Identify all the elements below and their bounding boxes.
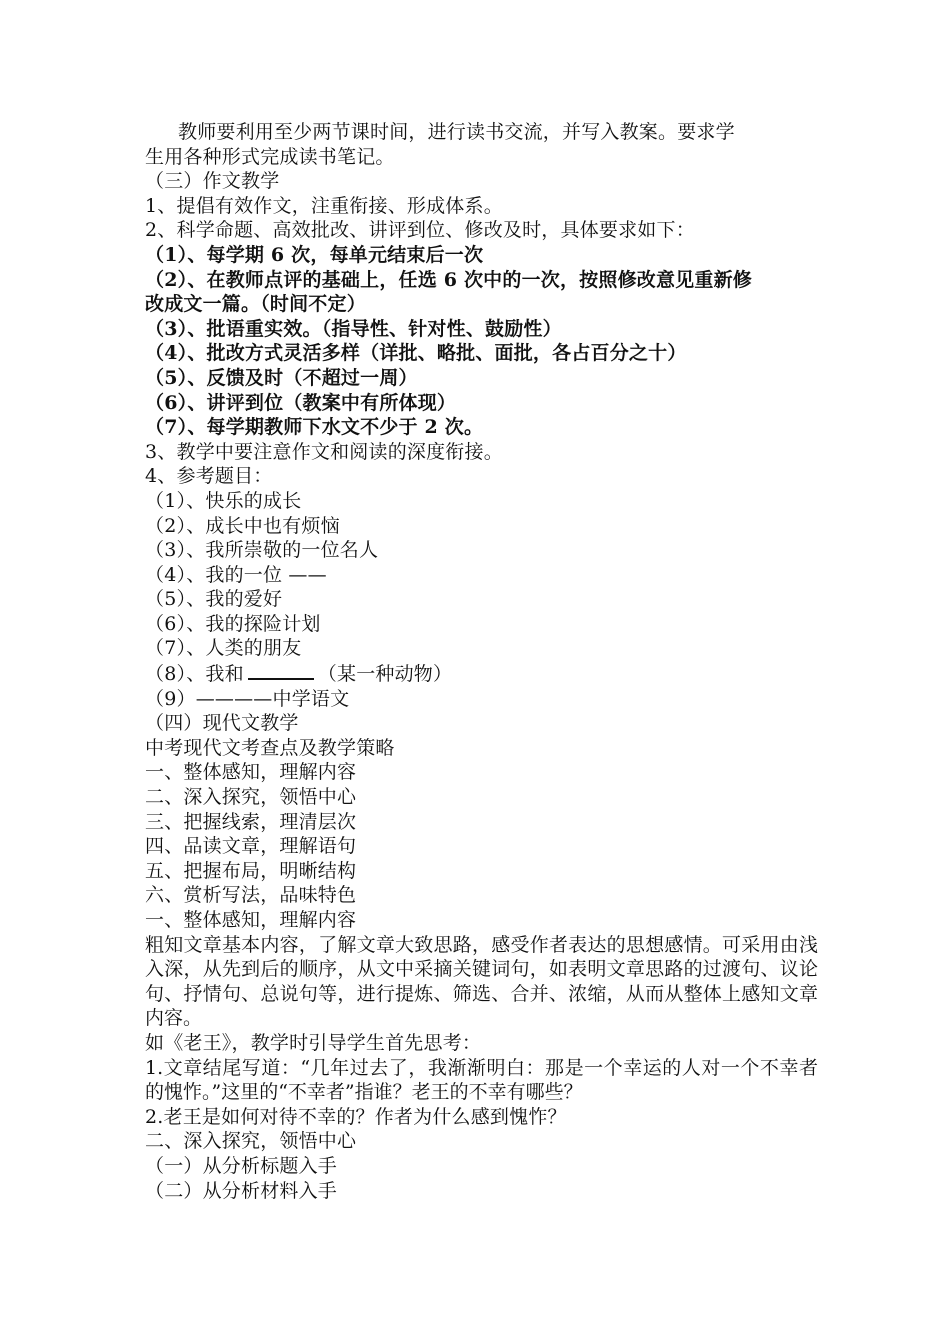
topic-7: （7）、人类的朋友	[145, 637, 302, 660]
example-intro: 如《老王》，教学时引导学生首先思考：	[145, 1031, 482, 1054]
composition-item-2: 2、科学命题、高效批改、讲评到位、修改及时，具体要求如下：	[145, 219, 695, 242]
topic-2: （2）、成长中也有烦恼	[145, 514, 340, 537]
topic-9: （9）————中学语文	[145, 687, 350, 710]
point-3: 三、把握线索，理清层次	[145, 810, 357, 833]
topic-8-suffix: （某一种动物）	[317, 663, 453, 686]
point-1: 一、整体感知，理解内容	[145, 761, 357, 784]
requirement-2a: （2）、在教师点评的基础上，任选 6 次中的一次，按照修改意见重新修	[145, 268, 752, 291]
section-1-paragraph: 粗知文章基本内容，了解文章大致思路，感受作者表达的思想感情。可采用由浅入深，从先到后的顺序，从文中采摘关键词句，如表明文章思路的过渡句、议论句、抒情句、总说句等，进行提炼、筛选、合并、浓缩，从而从整体上感知文章内容。	[145, 933, 818, 1030]
topic-3: （3）、我所崇敬的一位名人	[145, 539, 379, 562]
topic-8	[145, 661, 818, 687]
section-2-title: 二、深入探究，领悟中心	[145, 1130, 357, 1153]
modern-text-title: 中考现代文考查点及教学策略	[145, 736, 395, 759]
section-1-title: 一、整体感知，理解内容	[145, 909, 357, 931]
section-2-item-1: （一）从分析标题入手	[145, 1154, 338, 1177]
fill-in-blank	[248, 661, 314, 680]
point-5: 五、把握布局，明晰结构	[145, 859, 357, 882]
intro-line-2: 生用各种形式完成读书笔记。	[145, 145, 395, 168]
requirement-3: （3）、批语重实效。（指导性、针对性、鼓励性）	[145, 317, 562, 340]
composition-item-1: 1、提倡有效作文，注重衔接、形成体系。	[145, 194, 503, 217]
point-2: 二、深入探究，领悟中心	[145, 786, 357, 809]
requirement-2b: 改成文一篇。（时间不定）	[145, 293, 366, 316]
composition-item-4: 4、参考题目：	[145, 465, 273, 488]
composition-item-3: 3、教学中要注意作文和阅读的深度衔接。	[145, 440, 503, 463]
requirement-6: （6）、讲评到位（教案中有所体现）	[145, 391, 457, 414]
requirement-7: （7）、每学期教师下水文不少于 2 次。	[145, 416, 484, 439]
heading-modern-text: （四）现代文教学	[145, 712, 299, 735]
requirement-4: （4）、批改方式灵活多样（详批、略批、面批，各占百分之十）	[145, 342, 687, 365]
question-1: 1.文章结尾写道：“几年过去了，我渐渐明白：那是一个幸运的人对一个不幸者的愧怍。”这里的“不幸者”指谁？老王的不幸有哪些？	[145, 1056, 818, 1104]
heading-composition: （三）作文教学	[145, 170, 280, 193]
requirement-5: （5）、反馈及时（不超过一周）	[145, 366, 418, 389]
point-6: 六、赏析写法，品味特色	[145, 884, 357, 907]
topic-5: （5）、我的爱好	[145, 588, 283, 611]
requirement-1: （1）、每学期 6 次，每单元结束后一次	[145, 243, 484, 266]
section-2-item-2: （二）从分析材料入手	[145, 1179, 338, 1202]
topic-6: （6）、我的探险计划	[145, 612, 321, 635]
intro-line-1: 教师要利用至少两节课时间，进行读书交流，并写入教案。要求学	[178, 121, 735, 143]
topic-4: （4）、我的一位 ——	[145, 563, 327, 586]
question-2: 2.老王是如何对待不幸的？作者为什么感到愧怍？	[145, 1105, 567, 1128]
topic-8-prefix: （8）、我和	[145, 663, 244, 686]
point-4: 四、品读文章，理解语句	[145, 835, 357, 858]
topic-1: （1）、快乐的成长	[145, 489, 302, 512]
